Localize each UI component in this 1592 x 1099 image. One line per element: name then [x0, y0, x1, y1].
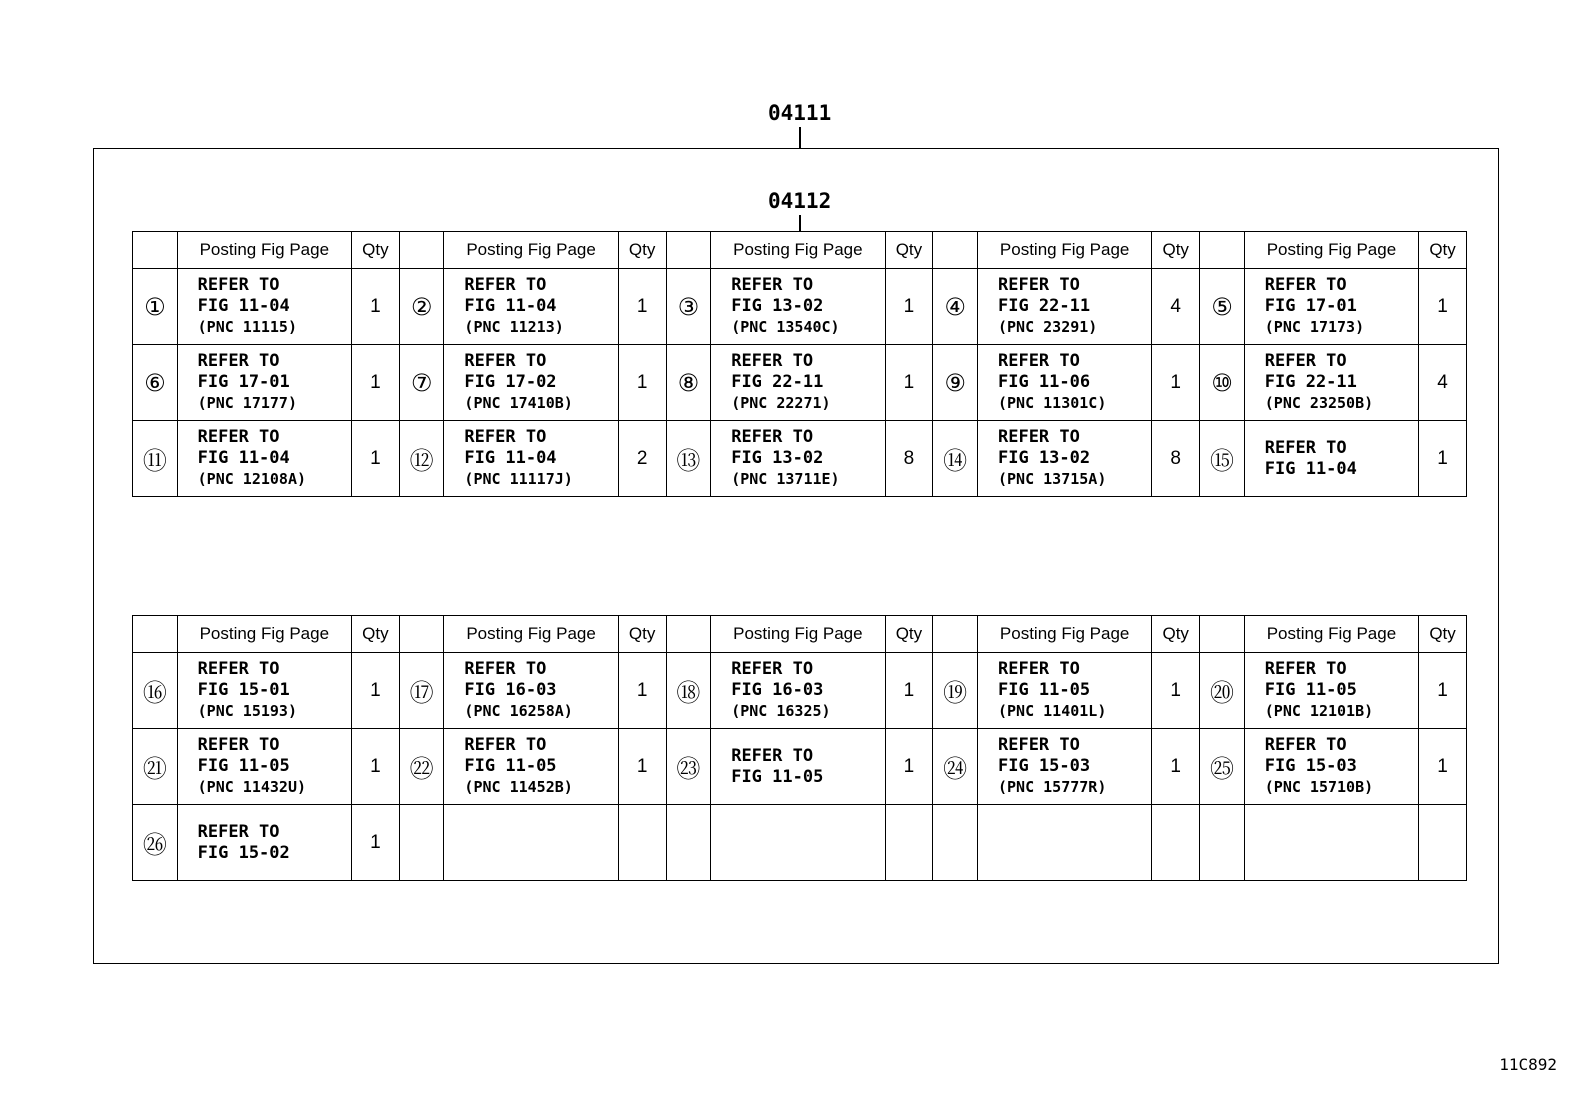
refer-to-text: REFER TO [1264, 351, 1347, 371]
item-qty: 1 [1419, 421, 1467, 497]
pnc-text: (PNC 11401L) [997, 702, 1107, 720]
fig-text: FIG 15-01 [197, 680, 290, 700]
item-reference [444, 805, 618, 881]
refer-to-text: REFER TO [997, 659, 1080, 679]
header-num-cell [933, 616, 978, 653]
pnc-text: (PNC 11301C) [997, 394, 1107, 412]
refer-to-text: REFER TO [1264, 735, 1347, 755]
refer-to-text: REFER TO [1264, 275, 1347, 295]
fig-text: FIG 11-04 [197, 296, 290, 316]
item-reference [1244, 269, 1418, 345]
item-number [1200, 805, 1245, 881]
item-qty: 1 [351, 729, 399, 805]
item-reference [444, 345, 618, 421]
item-qty: 1 [885, 729, 933, 805]
refer-to-text: REFER TO [1264, 659, 1347, 679]
header-qty: Qty [1152, 232, 1200, 269]
item-reference [1244, 805, 1418, 881]
refer-to-text: REFER TO [731, 659, 814, 679]
item-qty: 1 [885, 345, 933, 421]
item-reference [711, 421, 885, 497]
header-posting-fig-page: Posting Fig Page [711, 616, 885, 653]
table-row [133, 653, 1467, 729]
fig-text: FIG 15-02 [197, 842, 290, 863]
refer-to-text: REFER TO [464, 735, 547, 755]
pnc-text: (PNC 23291) [997, 318, 1098, 336]
pnc-text: (PNC 11432U) [197, 778, 307, 796]
pnc-text: (PNC 15777R) [997, 778, 1107, 796]
refer-to-text: REFER TO [997, 735, 1080, 755]
item-number: ⑤ [1200, 269, 1245, 345]
leader-line-outer [799, 127, 801, 148]
fig-text: FIG 11-05 [464, 756, 557, 776]
item-reference [977, 269, 1151, 345]
item-number: ⑧ [666, 345, 711, 421]
refer-to-text: REFER TO [197, 821, 280, 842]
item-reference [977, 421, 1151, 497]
fig-text: FIG 11-05 [197, 756, 290, 776]
header-posting-fig-page: Posting Fig Page [1244, 232, 1418, 269]
fig-text: FIG 11-04 [464, 448, 557, 468]
pnc-text: (PNC 22271) [731, 394, 831, 412]
table-row [133, 269, 1467, 345]
pnc-text: (PNC 23250B) [1264, 394, 1374, 412]
item-number: ② [399, 269, 444, 345]
parts-table-upper [132, 231, 1467, 497]
pnc-text: (PNC 17177) [197, 394, 297, 412]
fig-text: FIG 11-05 [1264, 680, 1357, 700]
item-qty: 4 [1419, 345, 1467, 421]
table-header-row [133, 232, 1467, 269]
item-number: ㉖ [133, 805, 178, 881]
refer-to-text: REFER TO [731, 351, 814, 371]
item-qty: 1 [618, 345, 666, 421]
header-num-cell [1200, 232, 1245, 269]
item-qty: 1 [885, 653, 933, 729]
figure-code: 11C892 [1499, 1055, 1557, 1074]
parts-table-lower [132, 615, 1467, 881]
refer-to-text: REFER TO [997, 351, 1080, 371]
fig-text: FIG 13-02 [997, 448, 1091, 468]
table-header-row [133, 616, 1467, 653]
header-num-cell [1200, 616, 1245, 653]
item-number: ⑬ [666, 421, 711, 497]
item-number: ⑳ [1200, 653, 1245, 729]
fig-text: FIG 17-01 [197, 372, 290, 392]
item-number: ⑮ [1200, 421, 1245, 497]
leader-line-inner [799, 215, 801, 232]
header-qty: Qty [885, 616, 933, 653]
item-qty: 1 [618, 269, 666, 345]
item-qty: 1 [618, 729, 666, 805]
header-posting-fig-page: Posting Fig Page [977, 616, 1151, 653]
refer-to-text: REFER TO [731, 745, 814, 766]
item-number: ㉔ [933, 729, 978, 805]
header-posting-fig-page: Posting Fig Page [177, 616, 351, 653]
item-reference [711, 345, 885, 421]
item-reference [977, 653, 1151, 729]
header-qty: Qty [618, 616, 666, 653]
fig-text: FIG 13-02 [731, 296, 824, 316]
item-reference [1244, 729, 1418, 805]
header-qty: Qty [351, 616, 399, 653]
fig-text: FIG 13-02 [731, 448, 824, 468]
item-reference [177, 269, 351, 345]
item-reference [444, 653, 618, 729]
pnc-text: (PNC 15710B) [1264, 778, 1374, 796]
pnc-text: (PNC 12101B) [1264, 702, 1374, 720]
item-reference [177, 421, 351, 497]
refer-to-text: REFER TO [464, 659, 547, 679]
header-qty: Qty [618, 232, 666, 269]
item-number: ⑰ [399, 653, 444, 729]
item-reference [1244, 653, 1418, 729]
fig-text: FIG 11-05 [997, 680, 1091, 700]
header-posting-fig-page: Posting Fig Page [977, 232, 1151, 269]
pnc-text: (PNC 13711E) [731, 470, 840, 488]
fig-text: FIG 11-04 [464, 296, 557, 316]
item-reference [177, 345, 351, 421]
item-number [933, 805, 978, 881]
header-qty: Qty [885, 232, 933, 269]
pnc-text: (PNC 11213) [464, 318, 564, 336]
item-reference [711, 269, 885, 345]
item-qty [885, 805, 933, 881]
item-qty: 1 [1419, 729, 1467, 805]
pnc-text: (PNC 11115) [197, 318, 297, 336]
item-reference [444, 421, 618, 497]
header-qty: Qty [1152, 616, 1200, 653]
item-qty: 1 [351, 345, 399, 421]
item-reference [177, 653, 351, 729]
header-num-cell [666, 232, 711, 269]
item-reference [177, 805, 351, 881]
header-posting-fig-page: Posting Fig Page [177, 232, 351, 269]
header-num-cell [399, 232, 444, 269]
item-number: ㉒ [399, 729, 444, 805]
item-number: ⑨ [933, 345, 978, 421]
refer-to-text: REFER TO [464, 427, 547, 447]
header-num-cell [399, 616, 444, 653]
refer-to-text: REFER TO [997, 275, 1080, 295]
fig-text: FIG 11-04 [1264, 458, 1357, 479]
table-row [133, 805, 1467, 881]
item-number [399, 805, 444, 881]
header-posting-fig-page: Posting Fig Page [444, 232, 618, 269]
item-qty: 1 [885, 269, 933, 345]
fig-text: FIG 17-02 [464, 372, 557, 392]
pnc-text: (PNC 11452B) [464, 778, 573, 796]
refer-to-text: REFER TO [464, 275, 547, 295]
pnc-text: (PNC 16325) [731, 702, 831, 720]
refer-to-text: REFER TO [1264, 437, 1347, 458]
item-reference [1244, 421, 1418, 497]
header-posting-fig-page: Posting Fig Page [1244, 616, 1418, 653]
item-reference [444, 729, 618, 805]
header-qty: Qty [1419, 232, 1467, 269]
item-reference [977, 729, 1151, 805]
pnc-text: (PNC 17173) [1264, 318, 1365, 336]
refer-to-text: REFER TO [731, 427, 814, 447]
refer-to-text: REFER TO [197, 351, 280, 371]
fig-text: FIG 15-03 [997, 756, 1091, 776]
header-posting-fig-page: Posting Fig Page [711, 232, 885, 269]
item-reference [711, 729, 885, 805]
item-qty: 8 [885, 421, 933, 497]
item-qty: 1 [1152, 653, 1200, 729]
item-number: ⑩ [1200, 345, 1245, 421]
item-number: ⑫ [399, 421, 444, 497]
table-row [133, 345, 1467, 421]
refer-to-text: REFER TO [197, 659, 280, 679]
item-reference [977, 805, 1151, 881]
fig-text: FIG 16-03 [464, 680, 557, 700]
pnc-text: (PNC 17410B) [464, 394, 573, 412]
item-reference [177, 729, 351, 805]
item-number: ㉓ [666, 729, 711, 805]
assembly-label-outer: 04111 [768, 101, 832, 125]
item-qty: 1 [351, 653, 399, 729]
item-number: ⑪ [133, 421, 178, 497]
item-qty [1152, 805, 1200, 881]
header-posting-fig-page: Posting Fig Page [444, 616, 618, 653]
fig-text: FIG 22-11 [997, 296, 1091, 316]
item-number: ⑯ [133, 653, 178, 729]
pnc-text: (PNC 13715A) [997, 470, 1107, 488]
item-qty: 1 [1152, 345, 1200, 421]
item-number: ⑱ [666, 653, 711, 729]
table-row [133, 729, 1467, 805]
header-num-cell [933, 232, 978, 269]
fig-text: FIG 11-06 [997, 372, 1091, 392]
item-reference [1244, 345, 1418, 421]
item-qty: 1 [351, 805, 399, 881]
item-reference [977, 345, 1151, 421]
pnc-text: (PNC 11117J) [464, 470, 573, 488]
item-number: ㉕ [1200, 729, 1245, 805]
item-qty: 1 [1419, 653, 1467, 729]
item-reference [711, 805, 885, 881]
item-number: ④ [933, 269, 978, 345]
header-num-cell [133, 232, 178, 269]
pnc-text: (PNC 13540C) [731, 318, 840, 336]
pnc-text: (PNC 12108A) [197, 470, 307, 488]
item-number: ③ [666, 269, 711, 345]
item-number: ⑭ [933, 421, 978, 497]
header-num-cell [133, 616, 178, 653]
pnc-text: (PNC 16258A) [464, 702, 573, 720]
item-number: ⑲ [933, 653, 978, 729]
refer-to-text: REFER TO [197, 427, 280, 447]
pnc-text: (PNC 15193) [197, 702, 297, 720]
item-number: ㉑ [133, 729, 178, 805]
item-qty: 1 [1152, 729, 1200, 805]
fig-text: FIG 22-11 [731, 372, 824, 392]
item-qty [1419, 805, 1467, 881]
assembly-label-inner: 04112 [768, 189, 832, 213]
item-qty: 1 [1419, 269, 1467, 345]
item-reference [711, 653, 885, 729]
fig-text: FIG 11-05 [731, 766, 824, 787]
fig-text: FIG 15-03 [1264, 756, 1357, 776]
item-reference [444, 269, 618, 345]
item-qty: 1 [351, 421, 399, 497]
item-number [666, 805, 711, 881]
table-row [133, 421, 1467, 497]
fig-text: FIG 16-03 [731, 680, 824, 700]
fig-text: FIG 11-04 [197, 448, 290, 468]
header-qty: Qty [1419, 616, 1467, 653]
refer-to-text: REFER TO [997, 427, 1080, 447]
header-num-cell [666, 616, 711, 653]
item-qty: 8 [1152, 421, 1200, 497]
item-number: ⑦ [399, 345, 444, 421]
item-number: ① [133, 269, 178, 345]
refer-to-text: REFER TO [464, 351, 547, 371]
refer-to-text: REFER TO [731, 275, 814, 295]
item-qty: 2 [618, 421, 666, 497]
refer-to-text: REFER TO [197, 275, 280, 295]
header-qty: Qty [351, 232, 399, 269]
item-qty: 1 [618, 653, 666, 729]
item-number: ⑥ [133, 345, 178, 421]
item-qty: 4 [1152, 269, 1200, 345]
fig-text: FIG 17-01 [1264, 296, 1357, 316]
refer-to-text: REFER TO [197, 735, 280, 755]
item-qty: 1 [351, 269, 399, 345]
item-qty [618, 805, 666, 881]
fig-text: FIG 22-11 [1264, 372, 1357, 392]
